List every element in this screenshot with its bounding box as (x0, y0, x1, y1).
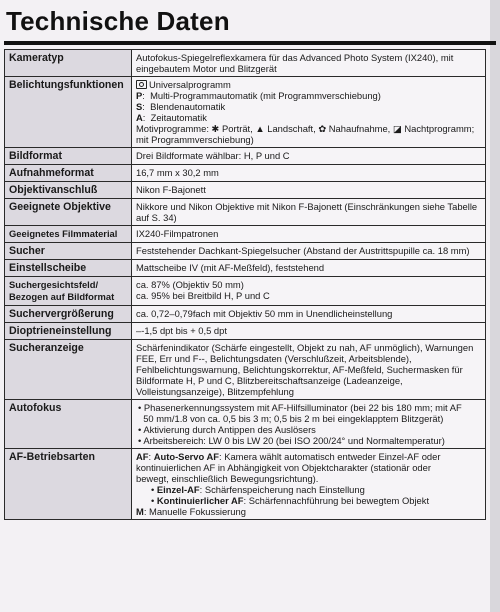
value-line: Bildformate H, P und C, Blitzbereitschaftsanzeige (Ladeanzeige, (136, 375, 403, 386)
value-line: ca. 95% bei Breitbild H, P und C (136, 290, 270, 301)
row-objektive (5, 199, 486, 226)
mode-auto (136, 79, 481, 90)
row-bildformat (5, 148, 486, 165)
kont-text: : Schärfennachführung bei bewegtem Objekt (243, 495, 430, 506)
bullet-text: Arbeitsbereich: LW 0 bis LW 20 (bei ISO 200/24° und Normaltemperatur) (143, 435, 445, 446)
value-line: auf S. 34) (136, 212, 177, 223)
label-dioptrie: Dioptrieneinstellung (5, 323, 132, 340)
label-line: Bezogen auf Bildformat (9, 291, 115, 302)
auto-label: Universalprogramm (149, 79, 231, 90)
value-einstellscheibe: Mattscheibe IV (mit AF-Meßfeld), feststehend (132, 260, 486, 277)
mode-a-text: Zeitautomatik (150, 112, 207, 123)
row-autofokus (5, 400, 486, 449)
value-belichtung (132, 77, 486, 148)
mode-p: P: Multi-Programmautomatik (mit Programmverschiebung) (136, 90, 381, 101)
value-objektivanschluss: Nikon F-Bajonett (132, 182, 486, 199)
bullet-item: • Aktivierung durch Antippen des Auslösers (138, 424, 316, 435)
row-sucheranzeige (5, 340, 486, 400)
label-bildformat: Bildformat (5, 148, 132, 165)
bullet-text: Phasenerkennungssystem mit AF-Hilfsilluminator (bei 22 bis 180 mm; mit AF (143, 402, 462, 413)
value-gesichtsfeld (132, 277, 486, 306)
af-text-line: kontinuierlichen AF in Abhängigkeit von Objektcharakter (stationär oder (136, 462, 431, 473)
page-edge (490, 0, 500, 612)
motiv-night: ◪ Nachtprogramm; (392, 123, 475, 134)
mode-s: S: Blendenautomatik (136, 101, 226, 112)
value-line: Nikkore und Nikon Objektive mit Nikon F-Bajonett (Einschränkungen siehe Tabelle (136, 201, 478, 212)
value-line: Autofokus-Spiegelreflexkamera für das Advanced Photo System (IX240), mit (136, 52, 454, 63)
motiv-portrait: ✱ Porträt, (211, 123, 256, 134)
mode-a-key: A (136, 112, 143, 123)
motiv-closeup: ✿ Nahaufnahme, (318, 123, 393, 134)
af-key: AF (136, 451, 149, 462)
label-vergroesserung: Suchervergrößerung (5, 306, 132, 323)
value-line: Volleistungsanzeige), Blitzempfehlung (136, 386, 294, 397)
af-mode-line: AF: Auto-Servo AF: Kamera wählt automatisch entweder Einzel-AF oder (136, 451, 441, 462)
label-af-betriebsarten: AF-Betriebsarten (5, 449, 132, 520)
bullet-text: 50 mm/1.8 von ca. 0,5 bis 3 m; 0,5 bis 2 m bei eingeklapptem Blitzgerät) (143, 413, 444, 424)
value-sucher: Feststehender Dachkant-Spiegelsucher (Abstand der Austrittspupille ca. 18 mm) (132, 243, 486, 260)
m-key: M (136, 506, 144, 517)
row-kameratyp (5, 50, 486, 77)
value-line: FEE, Err und F--, Belichtungsdaten (Verschlußzeit, Arbeitsblende), (136, 353, 412, 364)
row-einstellscheibe (5, 260, 486, 277)
value-objektive (132, 199, 486, 226)
label-kameratyp: Kameratyp (5, 50, 132, 77)
einzel-key: Einzel-AF (156, 484, 200, 495)
value-dioptrie: –-1,5 dpt bis + 0,5 dpt (132, 323, 486, 340)
value-vergroesserung: ca. 0,72–0,79fach mit Objektiv 50 mm in Unendlicheinstellung (132, 306, 486, 323)
row-sucher (5, 243, 486, 260)
spec-table (4, 49, 486, 520)
label-autofokus: Autofokus (5, 400, 132, 449)
label-sucheranzeige: Sucheranzeige (5, 340, 132, 400)
mode-a: A: Zeitautomatik (136, 112, 207, 123)
value-line: Fehlbelichtungswarnung, Belichtungskorrektur, AF-Meßfeld, Suchermasken für (136, 364, 463, 375)
label-filmmaterial: Geeignetes Filmmaterial (5, 226, 132, 243)
af-mode-name: Auto-Servo AF (153, 451, 219, 462)
value-line: eingebautem Motor und Blitzgerät (136, 63, 277, 74)
value-af-betriebsarten (132, 449, 486, 520)
value-aufnahmeformat: 16,7 mm x 30,2 mm (132, 165, 486, 182)
motiv-programs (136, 123, 481, 134)
row-gesichtsfeld (5, 277, 486, 306)
af-text: : Kamera wählt automatisch entweder Einzel-AF oder (219, 451, 441, 462)
page-title: Technische Daten (6, 6, 230, 36)
bullet-continuation (136, 413, 481, 424)
label-line: Suchergesichtsfeld/ (9, 279, 99, 290)
row-af-betriebsarten (5, 449, 486, 520)
value-autofokus (132, 400, 486, 449)
auto-camera-icon (136, 80, 147, 89)
manual-mode-line (136, 506, 481, 517)
af-sub-bullet: • Kontinuierlicher AF: Schärfennachführung bei bewegtem Objekt (151, 495, 430, 506)
bullet-item: • Phasenerkennungssystem mit AF-Hilfsilluminator (bei 22 bis 180 mm; mit AF (138, 402, 462, 413)
einzel-text: : Schärfenspeicherung nach Einstellung (199, 484, 365, 495)
bullet-item: • Arbeitsbereich: LW 0 bis LW 20 (bei ISO 200/24° und Normaltemperatur) (138, 435, 445, 446)
row-objektivanschluss (5, 182, 486, 199)
row-belichtung (5, 77, 486, 148)
row-dioptrie (5, 323, 486, 340)
value-filmmaterial: IX240-Filmpatronen (132, 226, 486, 243)
bullet-text: Aktivierung durch Antippen des Auslösers (143, 424, 316, 435)
m-text: : Manuelle Fokussierung (143, 506, 246, 517)
label-aufnahmeformat: Aufnahmeformat (5, 165, 132, 182)
value-line: Schärfenindikator (Schärfe eingestellt, Objekt zu nah, AF unmöglich), Warnungen (136, 342, 474, 353)
mode-p-key: P (136, 90, 143, 101)
row-aufnahmeformat (5, 165, 486, 182)
value-bildformat: Drei Bildformate wählbar: H, P und C (132, 148, 486, 165)
mode-s-key: S (136, 101, 143, 112)
label-einstellscheibe: Einstellscheibe (5, 260, 132, 277)
af-sub-bullet: • Einzel-AF: Schärfenspeicherung nach Einstellung (151, 484, 365, 495)
mode-p-text: Multi-Programmautomatik (mit Programmverschiebung) (150, 90, 381, 101)
mode-s-text: Blendenautomatik (150, 101, 226, 112)
label-belichtung: Belichtungsfunktionen (5, 77, 132, 148)
value-kameratyp (132, 50, 486, 77)
label-objektive: Geeignete Objektive (5, 199, 132, 226)
af-text-line: bewegt, einschließlich Bewegungsrichtung). (136, 473, 319, 484)
motiv-programs-line2: mit Programmverschiebung) (136, 134, 254, 145)
motiv-prefix: Motivprogramme: (136, 123, 212, 134)
kont-key: Kontinuierlicher AF (156, 495, 244, 506)
value-sucheranzeige (132, 340, 486, 400)
label-gesichtsfeld (5, 277, 132, 306)
label-objektivanschluss: Objektivanschluß (5, 182, 132, 199)
row-vergroesserung (5, 306, 486, 323)
label-sucher: Sucher (5, 243, 132, 260)
motiv-landscape: ▲ Landschaft, (255, 123, 319, 134)
value-line: ca. 87% (Objektiv 50 mm) (136, 279, 244, 290)
title-rule (4, 41, 496, 45)
row-filmmaterial (5, 226, 486, 243)
